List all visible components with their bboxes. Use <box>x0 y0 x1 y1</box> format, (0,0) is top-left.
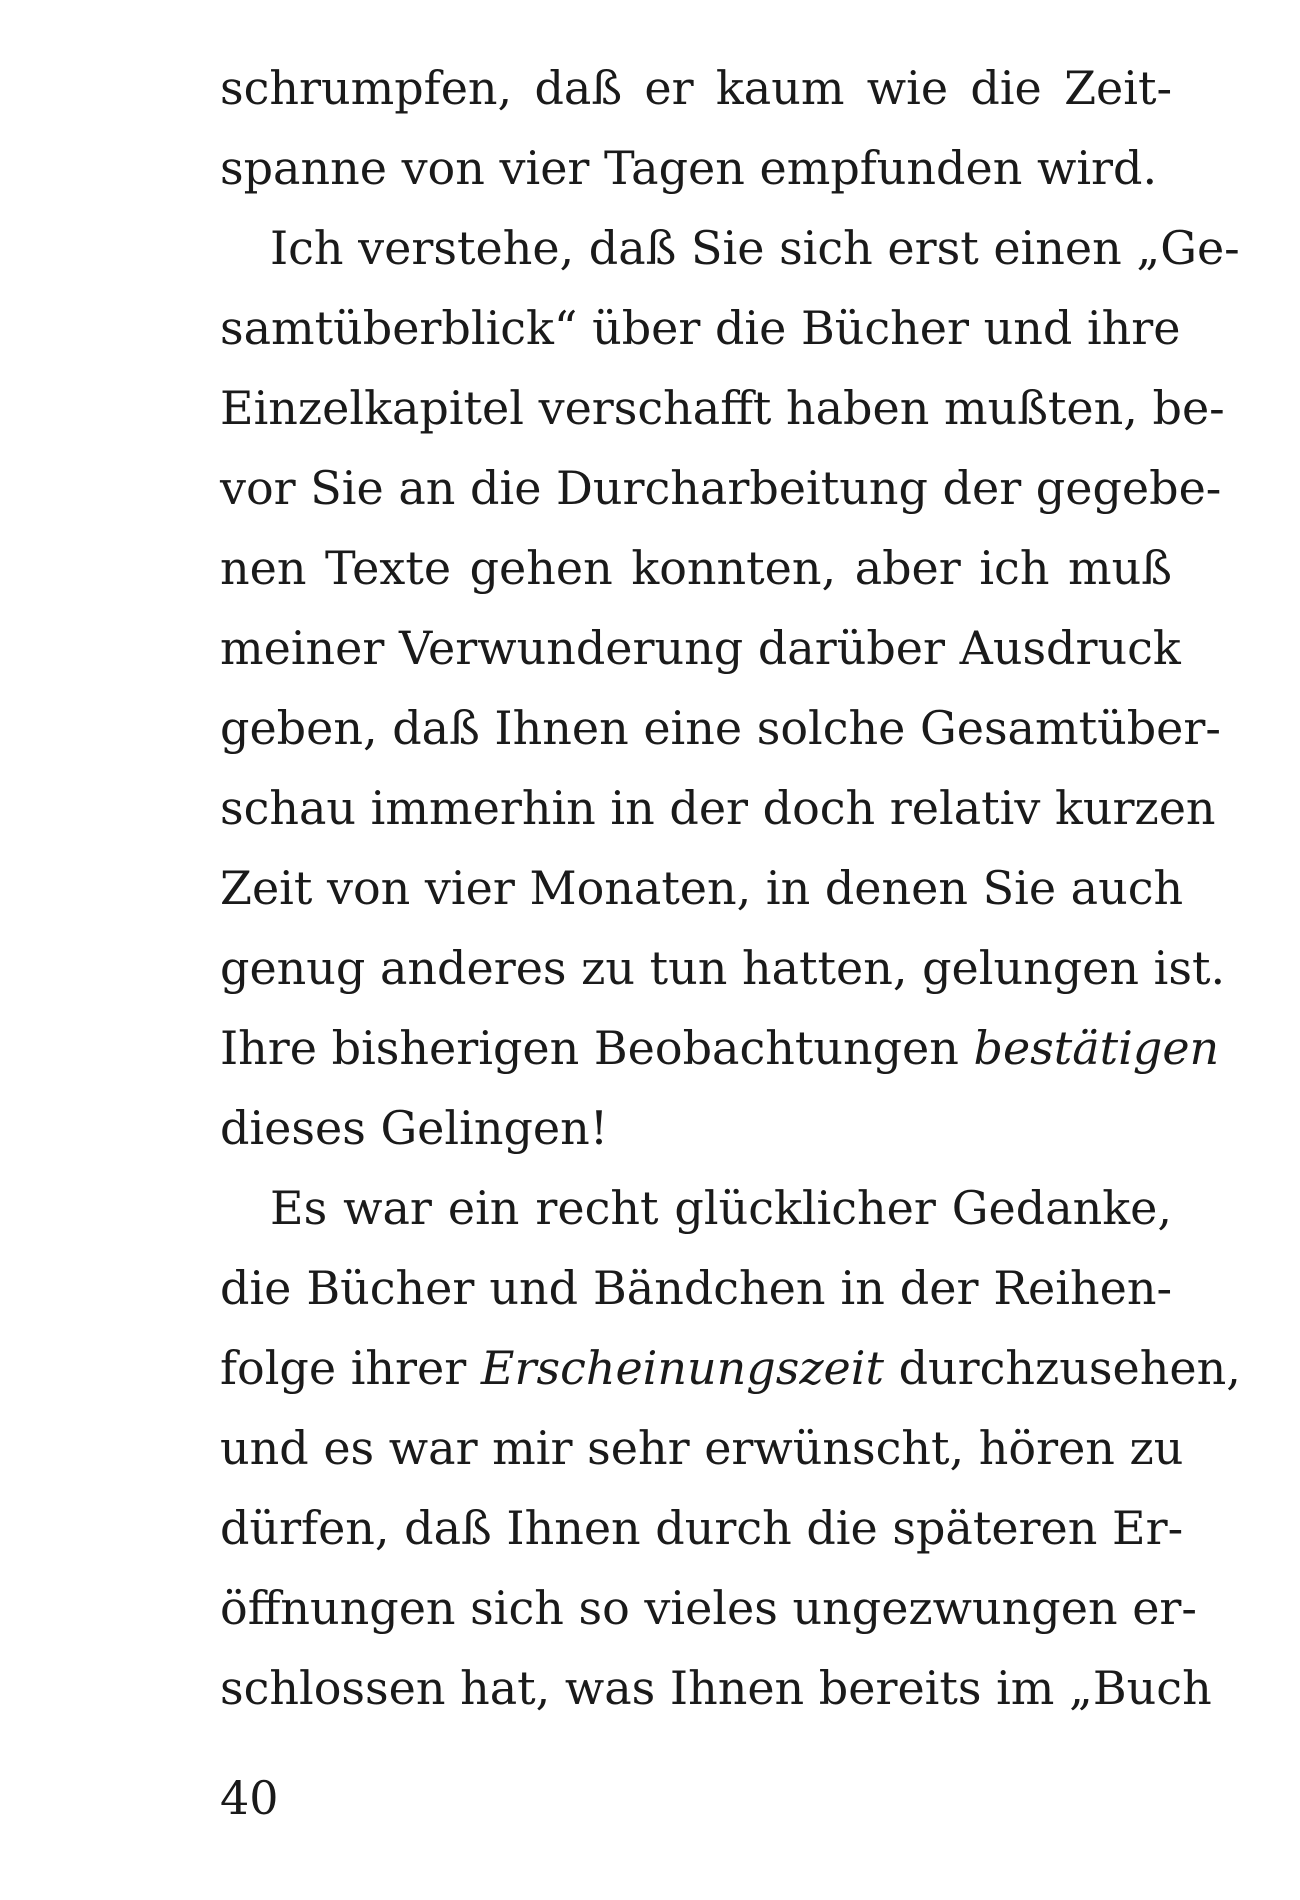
italic-text: bestätigen <box>973 1021 1220 1075</box>
text-segment: und es war mir sehr erwünscht, hören zu <box>220 1421 1184 1475</box>
paragraph <box>220 208 1240 1168</box>
text-segment: genug anderes zu tun hatten, gelungen ist. <box>220 941 1226 995</box>
text-segment: schrumpfen, daß er kaum wie die Zeit- <box>220 61 1172 115</box>
text-segment: vor Sie an die Durcharbeitung der gegebe- <box>220 461 1222 515</box>
text-line <box>220 1648 1212 1728</box>
text-segment: Es war ein recht glücklicher Gedanke, <box>270 1181 1172 1235</box>
text-segment: Ihre bisherigen Beobachtungen <box>220 1021 974 1075</box>
text-segment: dieses Gelingen! <box>220 1101 609 1155</box>
text-line <box>220 688 1221 768</box>
text-segment: folge ihrer <box>220 1341 481 1395</box>
page-number: 40 <box>220 1771 279 1825</box>
text-segment: Ich verstehe, daß Sie sich erst einen „Ge- <box>270 221 1240 275</box>
text-line <box>220 1328 1241 1408</box>
text-line <box>220 368 1225 448</box>
text-line <box>220 1088 1172 1168</box>
text-line <box>220 1488 1184 1568</box>
text-segment: schau immerhin in der doch relativ kurzen <box>220 781 1216 835</box>
text-segment: nen Texte gehen konnten, aber ich muß <box>220 541 1172 595</box>
paragraph <box>220 48 1172 208</box>
text-segment: Einzelkapitel verschafft haben mußten, be- <box>220 381 1225 435</box>
text-line <box>220 48 1172 128</box>
text-line <box>220 928 1226 1008</box>
text-line <box>220 448 1222 528</box>
text-line <box>220 1568 1197 1648</box>
text-segment: öffnungen sich so vieles ungezwungen er- <box>220 1581 1197 1635</box>
text-segment: dürfen, daß Ihnen durch die späteren Er- <box>220 1501 1184 1555</box>
text-line <box>220 1248 1172 1328</box>
italic-text: Erscheinungszeit <box>480 1341 884 1395</box>
paragraph <box>220 1168 1241 1728</box>
text-line <box>220 1008 1220 1088</box>
text-line <box>220 1408 1184 1488</box>
text-line <box>220 1168 1172 1248</box>
text-line <box>220 848 1184 928</box>
text-line <box>220 528 1172 608</box>
text-segment: schlossen hat, was Ihnen bereits im „Buch <box>220 1661 1212 1715</box>
text-segment: Zeit von vier Monaten, in denen Sie auch <box>220 861 1184 915</box>
text-line <box>220 208 1240 288</box>
body-text <box>220 48 1241 1728</box>
text-segment: die Bücher und Bändchen in der Reihen- <box>220 1261 1172 1315</box>
text-segment: samtüberblick“ über die Bücher und ihre <box>220 301 1181 355</box>
text-segment: meiner Verwunderung darüber Ausdruck <box>220 621 1181 675</box>
text-segment: geben, daß Ihnen eine solche Gesamtüber- <box>220 701 1221 755</box>
text-line <box>220 128 1172 208</box>
text-segment: spanne von vier Tagen empfunden wird. <box>220 141 1158 195</box>
text-line <box>220 288 1181 368</box>
text-segment: durchzusehen, <box>883 1341 1241 1395</box>
text-line <box>220 768 1216 848</box>
text-line <box>220 608 1181 688</box>
